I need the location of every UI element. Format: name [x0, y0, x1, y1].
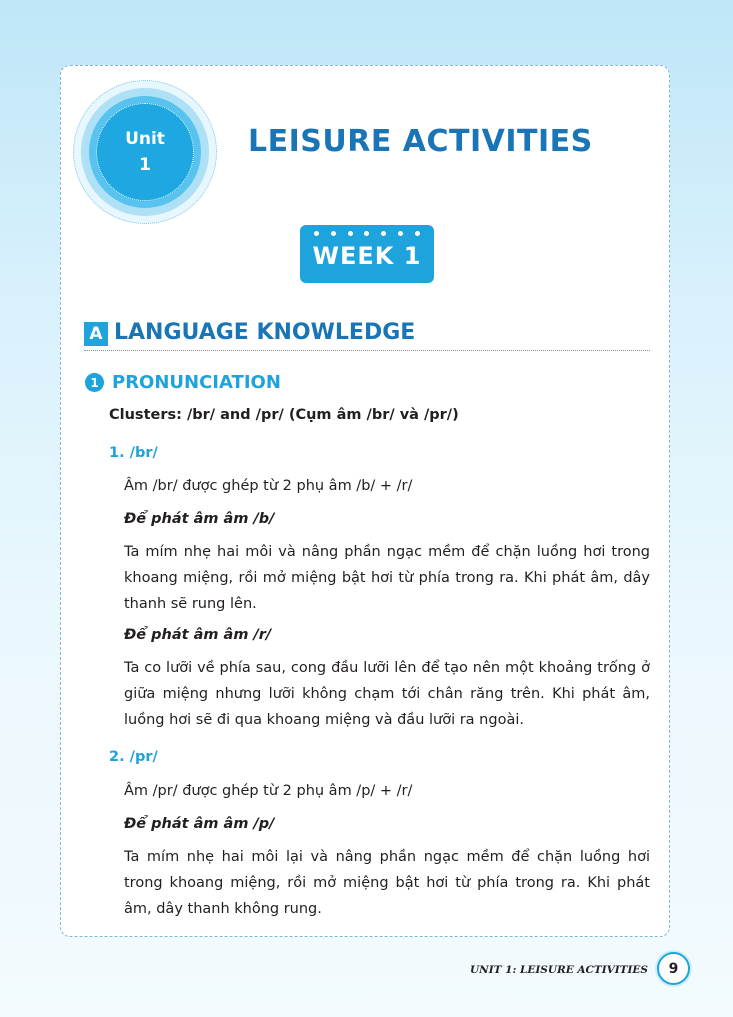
subsection-number: 1 [85, 373, 104, 392]
part-label-b: Để phát âm âm /b/ [124, 511, 275, 527]
section-letter: A [84, 322, 108, 346]
running-footer: UNIT 1: LEISURE ACTIVITIES [470, 964, 648, 976]
page-title: LEISURE ACTIVITIES [248, 124, 593, 159]
item-heading-pr: 2. /pr/ [109, 749, 158, 765]
unit-badge [96, 103, 194, 201]
week-label: WEEK 1 [312, 242, 422, 270]
part-text-b: Ta mím nhẹ hai môi và nâng phần ngạc mềm để chặn luồng hơi trong khoang miệng, rồi mở miệng bật hơi từ phía trong ra. Khi phát âm, dây thanh sẽ rung lên. [124, 544, 650, 612]
week-tag [300, 225, 434, 283]
clusters-heading: Clusters: /br/ and /pr/ (Cụm âm /br/ và /pr/) [109, 407, 459, 423]
week-tag-dots [314, 231, 420, 236]
unit-word: Unit [125, 129, 165, 149]
page-number: 9 [657, 952, 690, 985]
part-label-r: Để phát âm âm /r/ [124, 627, 272, 643]
section-title: LANGUAGE KNOWLEDGE [114, 320, 416, 345]
subsection-title: PRONUNCIATION [112, 372, 281, 393]
part-text-r: Ta co lưỡi về phía sau, cong đầu lưỡi lên để tạo nên một khoảng trống ở giữa miệng nhưng lưỡi không chạm tới chân răng trên. Khi phát âm, luồng hơi sẽ đi qua khoang miệng và đầu lưỡi ra ngoài. [124, 660, 650, 728]
unit-number: 1 [139, 155, 151, 175]
item-heading-br: 1. /br/ [109, 445, 158, 461]
section-divider [84, 350, 650, 351]
part-label-p: Để phát âm âm /p/ [124, 816, 275, 832]
item-intro-pr: Âm /pr/ được ghép từ 2 phụ âm /p/ + /r/ [124, 783, 413, 799]
item-intro-br: Âm /br/ được ghép từ 2 phụ âm /b/ + /r/ [124, 478, 413, 494]
part-text-p: Ta mím nhẹ hai môi lại và nâng phần ngạc mềm để chặn luồng hơi trong khoang miệng, rồi mở miệng bật hơi từ phía trong ra. Khi phát âm, dây thanh không rung. [124, 849, 650, 917]
